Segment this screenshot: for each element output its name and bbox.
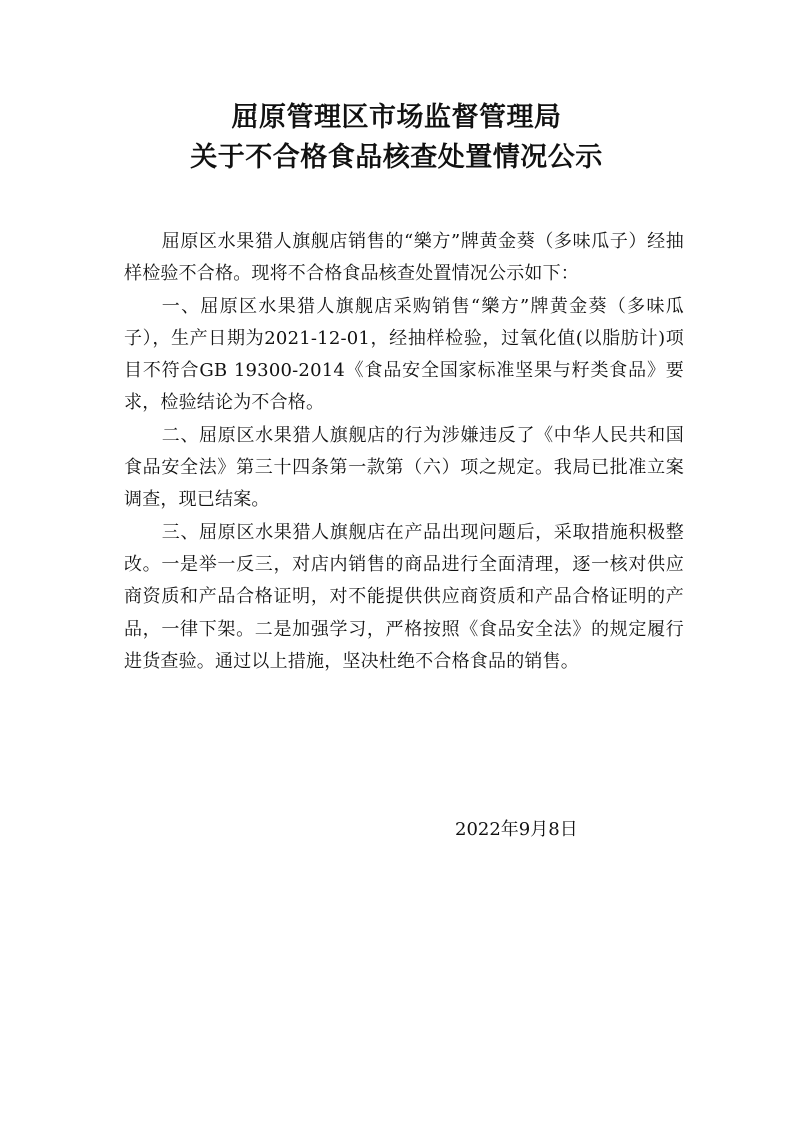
paragraph-intro: 屈原区水果猎人旗舰店销售的“樂方”牌黄金葵（多味瓜子）经抽样检验不合格。现将不合格食品核查处置情况公示如下： — [124, 231, 684, 285]
paragraph-item-2: 二、屈原区水果猎人旗舰店的行为涉嫌违反了《中华人民共和国食品安全法》第三十四条第一款第（六）项之规定。我局已批准立案调查，现已结案。 — [124, 424, 684, 511]
document-title — [0, 98, 793, 178]
title-line-1: 屈原管理区市场监督管理局 — [231, 102, 562, 133]
title-line-2: 关于不合格食品核查处置情况公示 — [190, 142, 603, 173]
paragraph-item-1: 一、屈原区水果猎人旗舰店采购销售“樂方”牌黄金葵（多味瓜子），生产日期为2021-12-01，经抽样检验，过氧化值(以脂肪计)项目不符合GB 19300-2014《食品安全国家标准坚果与籽类食品》要求，检验结论为不合格。 — [124, 295, 684, 414]
paragraph-item-3: 三、屈原区水果猎人旗舰店在产品出现问题后，采取措施积极整改。一是举一反三，对店内销售的商品进行全面清理，逐一核对供应商资质和产品合格证明，对不能提供供应商资质和产品合格证明的产品，一律下架。二是加强学习，严格按照《食品安全法》的规定履行进货查验。通过以上措施，坚决杜绝不合格食品的销售。 — [124, 521, 684, 672]
document-body — [124, 226, 684, 678]
document-date: 2022年9月8日 — [455, 819, 578, 840]
